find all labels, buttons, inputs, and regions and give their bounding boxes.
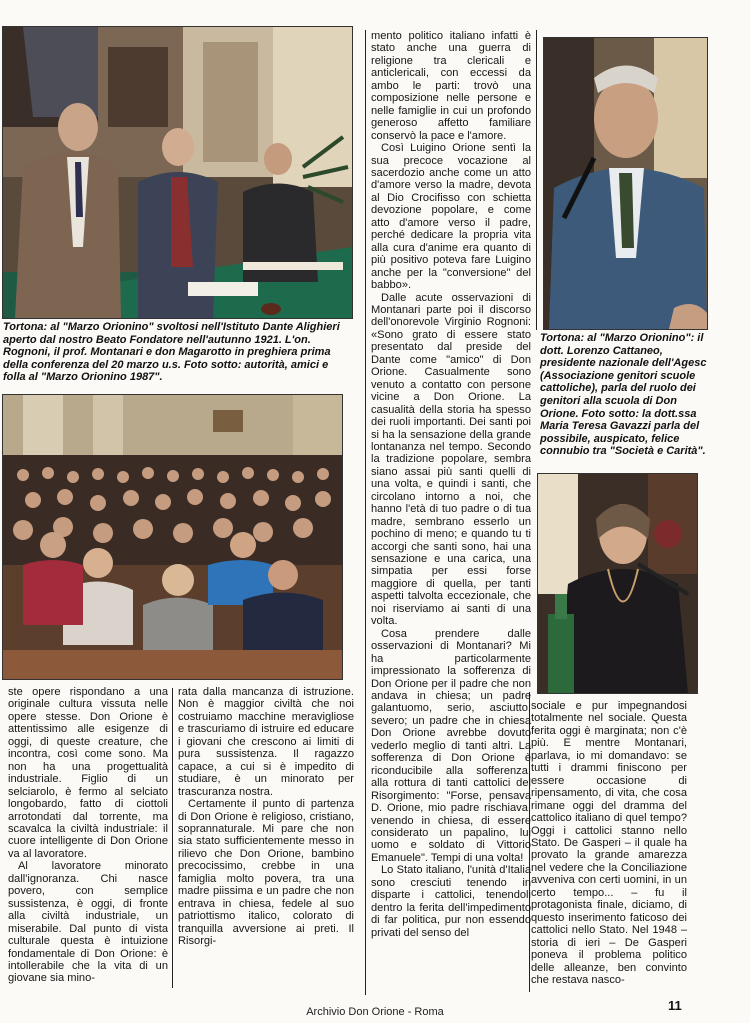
paragraph: sociale e pur impegnandosi totalmente nel sociale. Questa ferita oggi è marginata; non c'è più. E mentre Montanari, parlava, io mi domandavo: se tutti i drammi finiscono per essere occasione di ripensamento, di vita, che cosa rimane oggi del dramma del cattolico italiano di quel tempo? Oggi i cattolici stanno nello Stato. De Gasperi – il quale ha provato la grande amarezza nel vedere che la Conciliazione avveniva con certi uomini, in un certo tempo... – fu il protagonista finale, diciamo, di questo inserimento faticoso dei cattolici nello Stato. Nel 1948 – storia di ieri – De Gasperi poneva il problema politico delle alleanze, ben convinto che restava nasco- (531, 700, 687, 986)
column-rule (365, 30, 366, 995)
article-column-bottom-right (531, 700, 687, 986)
photo-conference-stage (2, 26, 353, 319)
photo-speaker-cattaneo (543, 37, 708, 330)
paragraph: mento politico italiano infatti è stato anche una guerra di religione tra clericali e anticlericali, con eccessi da ambo le parti: trovò una composizione nelle persone e nelle famiglie in cui un profondo generoso affetto familiare conservò la pace e l'amore. (371, 30, 531, 142)
page-number: 11 (668, 998, 682, 1013)
paragraph: Così Luigino Orione sentì la sua precoce vocazione al sacerdozio anche come un atto d'amore verso la madre, devota al Dio Crocifisso con schietta devozione popolare, e come atto d'amore verso il padre, perché dedicare la propria vita alla cura d'anime era quanto di più positivo poteva fare Luigino anche per la "conversione" del babbo». (371, 142, 531, 292)
article-column-bottom-2 (178, 686, 354, 948)
archive-footer: Archivio Don Orione - Roma (306, 1006, 444, 1018)
paragraph: Dalle acute osservazioni di Montanari parte poi il discorso dell'onorevole Virginio Rognoni: «Sono grato di essere stato presentato dal preside del Dante come "amico" di Don Orione. Casualmente sono venuto a contatto con persone vicine a Don Orione. La casualità della storia ha spesso dei ruoli importanti. Dei santi poi si ha la sensazione della grande lontananza nel tempo. Secondo la tradizione popolare, sembra siano assai più santi quelli di una volta, e quindi i santi, che circolano intorno a noi, che hanno l'età di tuo padre o di tua madre, sembrano esserlo un pochino di meno; e quando tu ti accorgi che santi sono, hai una sensazione e una carica, una simpatia per essi forse maggiore di quella, per tanti aspetti talvolta eccezionale, che noi riserviamo ai santi di una volta. (371, 291, 531, 628)
article-column-middle (371, 30, 531, 939)
paragraph: ste opere rispondano a una originale cultura vissuta nelle opere stesse. Don Orione è attentissimo alle esigenze di oggi, di queste creature, che incontra, così come sono. Ma non ha una progettualità industriale. Figlio di un selciarolo, è fermo al selciato longobardo, fatto di ciottoli arrotondati dal torrente, ma scavalca la civiltà industriale: il cuore intelligente di Don Orione va al lavoratore. (8, 686, 168, 860)
paragraph: Cosa prendere dalle osservazioni di Montanari? Mi ha particolarmente impressionato la sofferenza di Don Orione per il padre che non andava in chiesa; un padre galantuomo, serio, asciutto, severo; un padre che in chiesa Don Orione avrebbe dovuto vederlo meglio di tanti altri. La sofferenza di Don Orione è riconducibile alla sofferenza, alla rottura di tanti cattolici del Risorgimento: "Forse, pensava D. Orione, mio padre rischiava, venendo in chiesa, di essere considerato un papalino, lui uomo e soldato di Vittorio Emanuele". Tempi di una volta! (371, 627, 531, 864)
paragraph: Al lavoratore minorato dall'ignoranza. Chi nasce povero, con semplice sussistenza, è oggi, di fronte alla civiltà industriale, un miserabile. Dal punto di vista culturale questa è intuizione fondamentale di Don Orione: è intollerabile che la vita di un giovane sia mino- (8, 860, 168, 985)
paragraph: Certamente il punto di partenza di Don Orione è religioso, cristiano, soprannaturale. Mi pare che non sia stato sufficientemente messo in rilievo che Don Orione, bambino precocissimo, crebbe in una famiglia molto povera, tra una madre piissima e un padre che non entrava in chiesa, fedele al suo patriottismo italico, colorato di tranquilla avversione ai preti. Il Risorgi- (178, 798, 354, 948)
caption-right: Tortona: al "Marzo Orionino": il dott. Lorenzo Cattaneo, presidente nazionale dell'Agesc (Associazione genitori scuole cattoliche), parla del ruolo dei genitori alla scuola di Don Orione. Foto sotto: la dott.ssa Maria Teresa Gavazzi parla del possibile, auspicato, felice connubio tra "Società e Carità". (540, 332, 707, 458)
photo-audience (2, 394, 343, 680)
column-rule (172, 688, 173, 988)
photo-speaker-gavazzi (537, 473, 698, 694)
caption-top-left: Tortona: al "Marzo Orionino" svoltosi nell'Istituto Dante Alighieri aperto dal nostro Beato Fondatore nell'autunno 1921. L'on. Rognoni, il prof. Montanari e don Magarotto in preghiera prima della conferenza del 20 marzo u.s. Foto sotto: autorità, amici e folla al "Marzo Orionino 1987". (3, 321, 340, 384)
paragraph: Lo Stato italiano, l'unità d'Italia sono cresciuti tenendo in disparte i cattolici, tenendoli dentro la ferita dell'impedimento di far politica, pur non essendo privati del senso del (371, 864, 531, 939)
article-column-bottom-1 (8, 686, 168, 985)
column-rule (536, 30, 537, 330)
paragraph: rata dalla mancanza di istruzione. Non è maggior civiltà che noi costruiamo macchine meravigliose e trascuriamo di istruire ed educare i giovani che crescono ai limiti di pura sussistenza. Il ragazzo capace, a cui si è impedito di studiare, è un minorato per trascuranza nostra. (178, 686, 354, 798)
